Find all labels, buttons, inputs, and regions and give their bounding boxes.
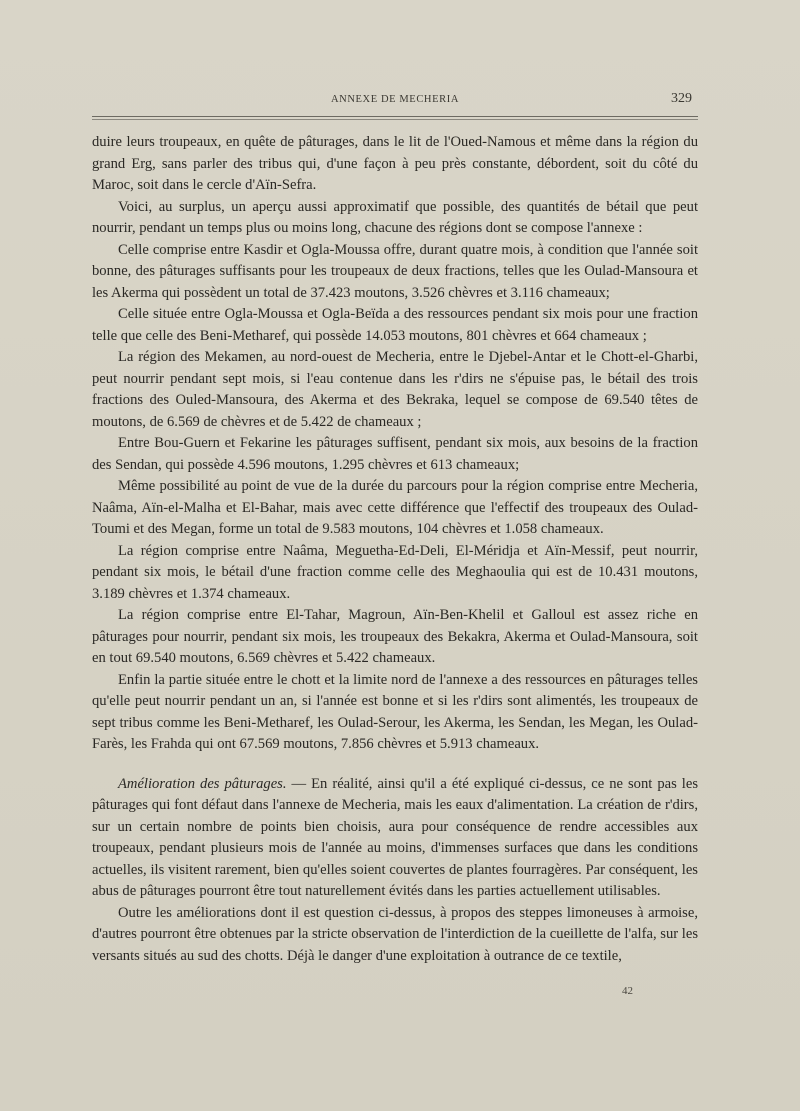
paragraph-4: Celle située entre Ogla-Moussa et Ogla-Beïda a des ressources pendant six mois pour une fraction telle que celle des Beni-Metharef, qui possède 14.053 moutons, 801 chèvres et 664 chameaux ;	[92, 306, 698, 344]
paragraph-3: Celle comprise entre Kasdir et Ogla-Moussa offre, durant quatre mois, à condition que l'année soit bonne, des pâturages suffisants pour les troupeaux de deux fractions, telles que les Oulad-Mansoura et les Akerma qui possèdent un total de 37.423 moutons, 3.526 chèvres et 3.116 chameaux;	[92, 241, 698, 301]
section-paragraph	[92, 774, 698, 903]
paragraph-2: Voici, au surplus, un aperçu aussi approximatif que possible, des quantités de bétail que peut nourrir, pendant un temps plus ou moins long, chacune des régions dont se compose l'annexe :	[92, 198, 698, 236]
paragraph-continuation: Outre les améliorations dont il est question ci-dessus, à propos des steppes limoneuses à armoise, d'autres pourront être obtenues par la stricte observation de l'interdiction de la cueillette de l'alfa, sur les versants situés au sud des chotts. Déjà le danger d'une exploitation à outrance de ce textile,	[92, 904, 698, 964]
paragraph-1: duire leurs troupeaux, en quête de pâturages, dans le lit de l'Oued-Namous et même dans la région du grand Erg, sans parler des tribus qui, d'une façon à peu près constante, débordent, soit du côté du Maroc, soit dans le cercle d'Aïn-Sefra.	[92, 134, 698, 193]
paragraph-10: Enfin la partie située entre le chott et la limite nord de l'annexe a des ressources en pâturages telles qu'elle peut nourrir pendant un an, si l'année est bonne et si les r'dirs sont alimentés, les troupeaux de sept tribus comme les Beni-Metharef, les Oulad-Serour, les Akerma, les Sendan, les Megan, les Oulad-Farès, les Frahda qui ont 67.569 moutons, 7.856 chèvres et 5.913 chameaux.	[92, 671, 698, 752]
header-rule-secondary	[92, 119, 698, 120]
running-title: ANNEXE DE MECHERIA	[330, 94, 460, 105]
paragraph-5: La région des Mekamen, au nord-ouest de Mecheria, entre le Djebel-Antar et le Chott-el-Gharbi, peut nourrir pendant sept mois, si l'eau contenue dans les r'dirs ne s'épuise pas, le bétail des trois fractions des Ouled-Mansoura, des Akerma et des Bekraka, lequel se compose de 69.540 têtes de moutons, de 6.569 de chèvres et de 5.422 de chameaux ;	[92, 349, 698, 430]
page-number: 329	[671, 91, 692, 106]
paragraph-6: Entre Bou-Guern et Fekarine les pâturages suffisent, pendant six mois, aux besoins de la fraction des Sendan, qui possède 4.596 moutons, 1.295 chèvres et 613 chameaux;	[92, 435, 698, 473]
section-intro: — En réalité, ainsi qu'il a été expliqué ci-dessus, ce ne sont pas les pâturages qui font défaut dans l'annexe de Mecheria, mais les eaux d'alimentation. La création de r'dirs, sur un certain nombre de points bien choisis, aura pour conséquence de rendre accessibles aux troupeaux, pendant plusieurs mois de l'année au moins, d'immenses surfaces que dans les conditions actuelles, ils visitent rarement, bien qu'elles soient couvertes de plantes fourragères. Par conséquent, les abus de pâturages pourront être tout naturellement évités dans les parties actuellement utilisables.	[92, 775, 698, 899]
body-text	[92, 132, 698, 967]
paragraph-9: La région comprise entre El-Tahar, Magroun, Aïn-Ben-Khelil et Galloul est assez riche en pâturages pour nourrir, pendant six mois, les troupeaux des Bekakra, Akerma et Oulad-Mansoura, soit en tout 69.540 moutons, 6.569 chèvres et 5.422 chameaux.	[92, 607, 698, 666]
paragraph-7: Même possibilité au point de vue de la durée du parcours pour la région comprise entre Mecheria, Naâma, Aïn-el-Malha et El-Bahar, mais avec cette différence que l'effectif des troupeaux des Oulad-Toumi et des Megan, forme un total de 9.583 moutons, 104 chèvres et 1.058 chameaux.	[92, 478, 698, 537]
signature-mark: 42	[622, 985, 633, 997]
running-head	[92, 91, 698, 114]
section-title: Amélioration des pâturages.	[118, 775, 287, 792]
paragraph-8: La région comprise entre Naâma, Meguetha-Ed-Deli, El-Méridja et Aïn-Messif, peut nourrir, pendant six mois, le bétail d'une fraction comme celle des Meghaoulia qui est de 10.431 moutons, 3.189 chèvres et 1.374 chameaux.	[92, 542, 698, 602]
header-rule	[92, 116, 698, 117]
